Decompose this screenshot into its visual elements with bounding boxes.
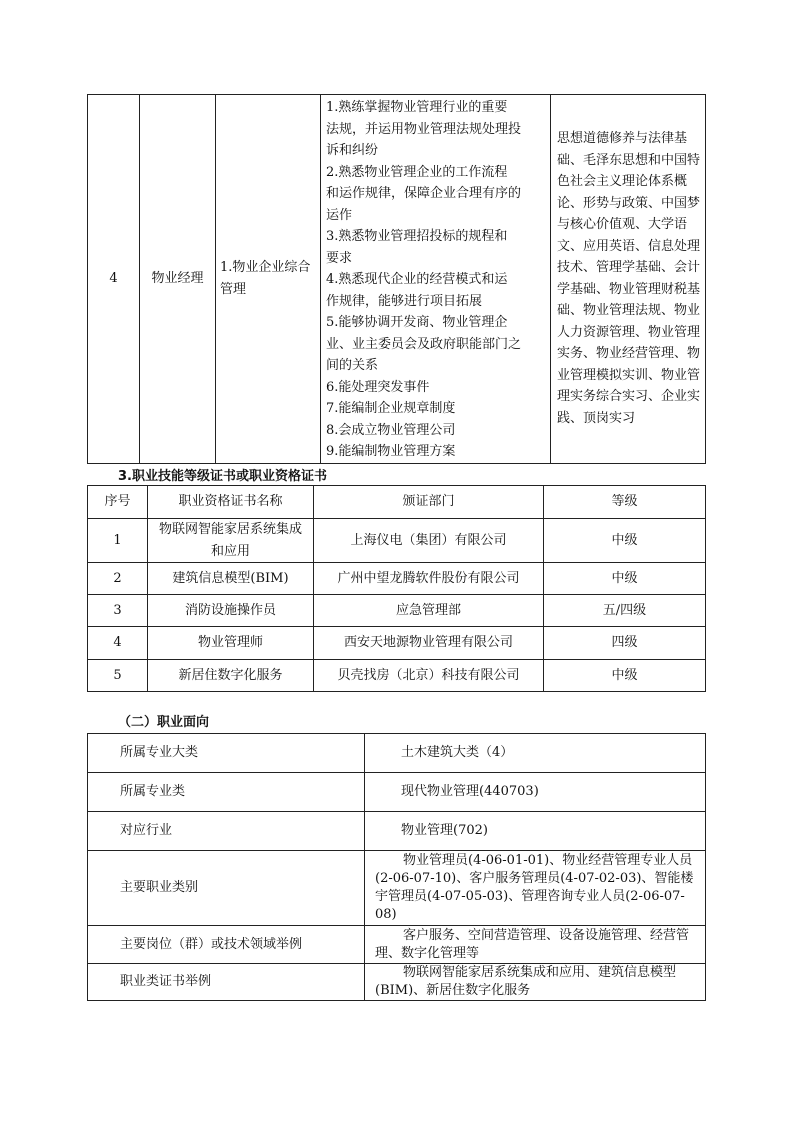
cert-level: 四级 — [544, 627, 706, 660]
table-row — [88, 563, 706, 595]
requirement-line: 9.能编制物业管理方案 — [326, 444, 456, 459]
cert-name: 消防设施操作员 — [148, 595, 314, 627]
table-row — [88, 773, 706, 812]
career-value-cell — [365, 734, 706, 773]
cert-level: 五/四级 — [544, 595, 706, 627]
cert-no: 4 — [88, 627, 148, 660]
job-area-cell: 1.物业企业综合管理 — [216, 95, 321, 464]
table-row — [88, 926, 706, 964]
table-row — [88, 595, 706, 627]
requirement-line: 5.能够协调开发商、物业管理企 — [326, 315, 508, 330]
table-row — [88, 851, 706, 926]
requirement-line: 法规，并运用物业管理法规处理投 — [326, 121, 522, 137]
career-value: 物业管理员(4-06-01-01)、物业经营管理专业人员(2-06-07-10)、客户服务管理员(4-07-02-03)、智能楼宇管理员(4-07-05-03)、管理咨询专业人员(2-06-07-08) — [375, 853, 694, 922]
table-row — [88, 964, 706, 1001]
cert-name: 新居住数字化服务 — [148, 660, 314, 692]
cert-level: 中级 — [544, 563, 706, 595]
requirement-line: 2.熟悉物业管理企业的工作流程 — [326, 164, 508, 180]
courses-cell: 思想道德修养与法律基础、毛泽东思想和中国特色社会主义理论体系概论、形势与政策、中国梦与核心价值观、大学语文、应用英语、信息处理技术、管理学基础、会计学基础、物业管理财税基础、物业管理法规、物业人力资源管理、物业管理实务、物业经营管理、物业管理模拟实训、物业管理实务综合实习、企业实践、顶岗实习 — [551, 95, 706, 464]
requirement-line: 1.熟练掌握物业管理行业的重要 — [326, 100, 508, 115]
career-table — [87, 733, 706, 1001]
career-value-cell — [365, 964, 706, 1001]
requirement-line: 业、业主委员会及政府职能部门之 — [326, 336, 522, 352]
cert-issuer: 上海仪电（集团）有限公司 — [314, 519, 544, 563]
requirement-line: 诉和纠纷 — [326, 143, 379, 158]
header-no: 序号 — [88, 486, 148, 519]
career-value: 客户服务、空间营造管理、设备设施管理、经营管理、数字化管理等 — [375, 927, 690, 961]
cert-no: 2 — [88, 563, 148, 595]
cert-issuer: 贝壳找房（北京）科技有限公司 — [314, 660, 544, 692]
career-key: 职业类证书举例 — [88, 964, 365, 1001]
table-row — [88, 627, 706, 660]
table-row — [88, 812, 706, 851]
requirement-line: 7.能编制企业规章制度 — [326, 401, 456, 416]
career-value-cell — [365, 773, 706, 812]
career-key: 对应行业 — [88, 812, 365, 851]
header-issuer: 颁证部门 — [314, 486, 544, 519]
table-row — [88, 519, 706, 563]
career-value: 物业管理(702) — [401, 823, 488, 839]
table-row — [88, 660, 706, 692]
cert-level: 中级 — [544, 519, 706, 563]
requirement-line: 和运作规律，保障企业合理有序的 — [326, 186, 522, 201]
requirement-line: 要求 — [326, 250, 353, 266]
cert-no: 5 — [88, 660, 148, 692]
career-value-cell — [365, 926, 706, 964]
career-section-heading: （二）职业面向 — [118, 715, 210, 730]
cert-issuer: 应急管理部 — [314, 595, 544, 627]
requirement-line: 6.能处理突发事件 — [326, 379, 430, 395]
cert-name: 物业管理师 — [148, 627, 314, 660]
career-value: 土木建筑大类（4） — [401, 745, 514, 761]
requirement-line: 作规律，能够进行项目拓展 — [326, 293, 483, 309]
cert-table — [87, 485, 706, 692]
job-no-cell: 4 — [88, 95, 140, 464]
cert-issuer: 西安天地源物业管理有限公司 — [314, 627, 544, 660]
header-level: 等级 — [544, 486, 706, 519]
table-row — [88, 95, 706, 464]
cert-no: 1 — [88, 519, 148, 563]
cert-name: 建筑信息模型(BIM) — [148, 563, 314, 595]
requirement-line: 8.会成立物业管理公司 — [326, 422, 456, 438]
career-value: 现代物业管理(440703) — [401, 784, 539, 800]
cert-issuer: 广州中望龙腾软件股份有限公司 — [314, 563, 544, 595]
requirement-line: 间的关系 — [326, 358, 379, 373]
table-header-row — [88, 486, 706, 519]
career-key: 主要职业类别 — [88, 851, 365, 926]
job-title-cell: 物业经理 — [140, 95, 216, 464]
job-requirements-cell — [321, 95, 551, 464]
cert-level: 中级 — [544, 660, 706, 692]
table-row — [88, 734, 706, 773]
cert-no: 3 — [88, 595, 148, 627]
career-key: 主要岗位（群）或技术领域举例 — [88, 926, 365, 964]
job-table — [87, 94, 706, 464]
career-value-cell — [365, 812, 706, 851]
career-key: 所属专业大类 — [88, 734, 365, 773]
header-name: 职业资格证书名称 — [148, 486, 314, 519]
career-value: 物联网智能家居系统集成和应用、建筑信息模型(BIM)、新居住数字化服务 — [375, 965, 677, 998]
cert-name: 物联网智能家居系统集成和应用 — [148, 519, 314, 563]
requirement-line: 4.熟悉现代企业的经营模式和运 — [326, 272, 508, 287]
career-key: 所属专业类 — [88, 773, 365, 812]
career-value-cell — [365, 851, 706, 926]
requirement-line: 运作 — [326, 207, 353, 223]
requirement-line: 3.熟悉物业管理招投标的规程和 — [326, 229, 508, 244]
cert-section-heading: 3.职业技能等级证书或职业资格证书 — [118, 469, 327, 484]
